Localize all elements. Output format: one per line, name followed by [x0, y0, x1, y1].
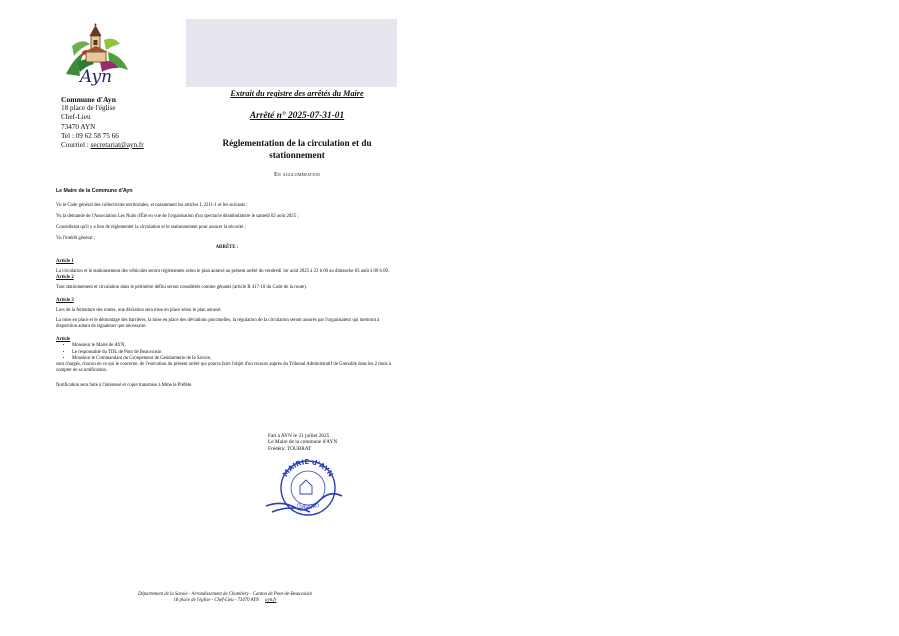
signature-name: Frédéric TOUBRAT [268, 445, 312, 452]
sender-email-label: Courriel : [61, 141, 89, 150]
sender-postcode: 73470 AYN [61, 122, 96, 131]
sender-name: Commune d'Ayn [61, 95, 116, 104]
arrete-label: ARRÊTE : [215, 245, 239, 251]
footer-website-link[interactable]: ayn.fr [265, 598, 277, 604]
arrete-number: Arrêté n° 2025-07-31-01 [249, 111, 345, 121]
page-footer [60, 592, 390, 605]
article-4-text: sont chargés, chacun en ce qui le concerne, de l'exécution du présent arrêté qui pourra faire l'objet d'un recours auprès du Tribunal Administratif de Grenoble dans les 2 mois à compter de sa notification. [56, 361, 391, 373]
sender-locality: Chef-Lieu [61, 113, 91, 122]
article-1-title: Article 1 [56, 258, 74, 264]
article-3-text: Lors de la fermeture des routes, une déviation sera mise en place selon le plan annexé. [56, 308, 222, 314]
sender-address-block [61, 95, 144, 150]
footer-line-1: Département de la Savoie - Arrondissement de Chambéry - Canton de Pont-de-Beauvoisin [138, 592, 312, 597]
logo-script-text: Ayn [79, 67, 113, 87]
article-2-title: Article 2 [56, 274, 74, 280]
signature-role: Le Maire de la commune d'AYN [268, 439, 338, 446]
footer-line-2 [60, 598, 390, 604]
article-3-text-2: La mise en place et le démontage des barrières, la mise en place des déviations ponctuelles, la régulation de la circulation seront assurés par l'organisateur qui mettront à disposition autant de signaleurs que nécessaire. [56, 318, 380, 330]
sender-address: 18 place de l'église [61, 104, 116, 113]
commune-logo [60, 22, 132, 92]
authority-heading: Le Maire de la Commune d'Ayn [56, 188, 133, 194]
signature-place-date: Fait à AYN le 31 juillet 2025 [268, 433, 330, 439]
sender-phone: Tel : 09 62 58 75 66 [61, 131, 119, 140]
visa-1: Vu le Code général des collectivités territoriales, et notamment les articles L 2211-1 et les suivants ; [56, 203, 248, 209]
official-stamp [262, 456, 352, 518]
subject-line-1: Réglementation de la circulation et du [222, 138, 372, 148]
registry-title: Extrait du registre des arrêtés du Maire [230, 89, 364, 98]
stamp-text-bottom: (SAVOIE) [295, 502, 321, 511]
visa-4: Vu l'intérêt général ; [56, 236, 96, 242]
article-2-text: Tout stationnement et circulation dans le périmètre défini seront considérés comme gênants (article R 417-10 du Code de la route). [56, 284, 307, 290]
scope-label: En agglomération [273, 171, 321, 178]
commune-ayn-logo-icon [60, 22, 132, 92]
article-1-text: La circulation et le stationnement des véhicules seront réglementés selon le plan annexé au présent arrêté du vendredi 1er août 2025 à 23 h 00 au dimanche 03 août à 00 h 00. [56, 268, 390, 274]
sender-email-link[interactable]: secretariat@ayn.fr [90, 141, 144, 150]
visa-2: Vu la demande de l'Association Les Nuits d'Été en vue de l'organisation d'un spectacle déambulatoire le samedi 02 août 2025 ; [56, 214, 299, 220]
notification-text: Notification sera faite à l'intéressé et copie transmise à Mme la Préfète. [56, 382, 193, 388]
document-body [56, 184, 398, 389]
executors-list [56, 343, 398, 361]
footer-address: 18 place de l'église - Chef-Lieu - 73470 AYN [173, 598, 260, 604]
visa-3: Considérant qu'il y a lieu de réglementer la circulation et le stationnement pour assurer la sécurité ; [56, 225, 246, 231]
signature-block [268, 433, 337, 452]
list-item: • Monsieur le Maire de AYN, [72, 343, 398, 349]
sender-email-line [61, 141, 144, 150]
subject-title [189, 138, 405, 161]
list-item: • Le responsable du TDL de Pont de Beauvoisin [72, 350, 398, 356]
stamp-seal-icon [262, 456, 352, 518]
article-4-title: Article [56, 337, 71, 343]
article-3-title: Article 3 [56, 297, 74, 303]
subject-line-2: stationnement [269, 149, 325, 160]
stamp-text-top: MAIRIE d'AYN [281, 457, 335, 479]
redacted-block [186, 19, 397, 87]
list-item: • Monsieur le Commandant du Groupement de Gendarmerie de la Savoie, [72, 356, 398, 362]
